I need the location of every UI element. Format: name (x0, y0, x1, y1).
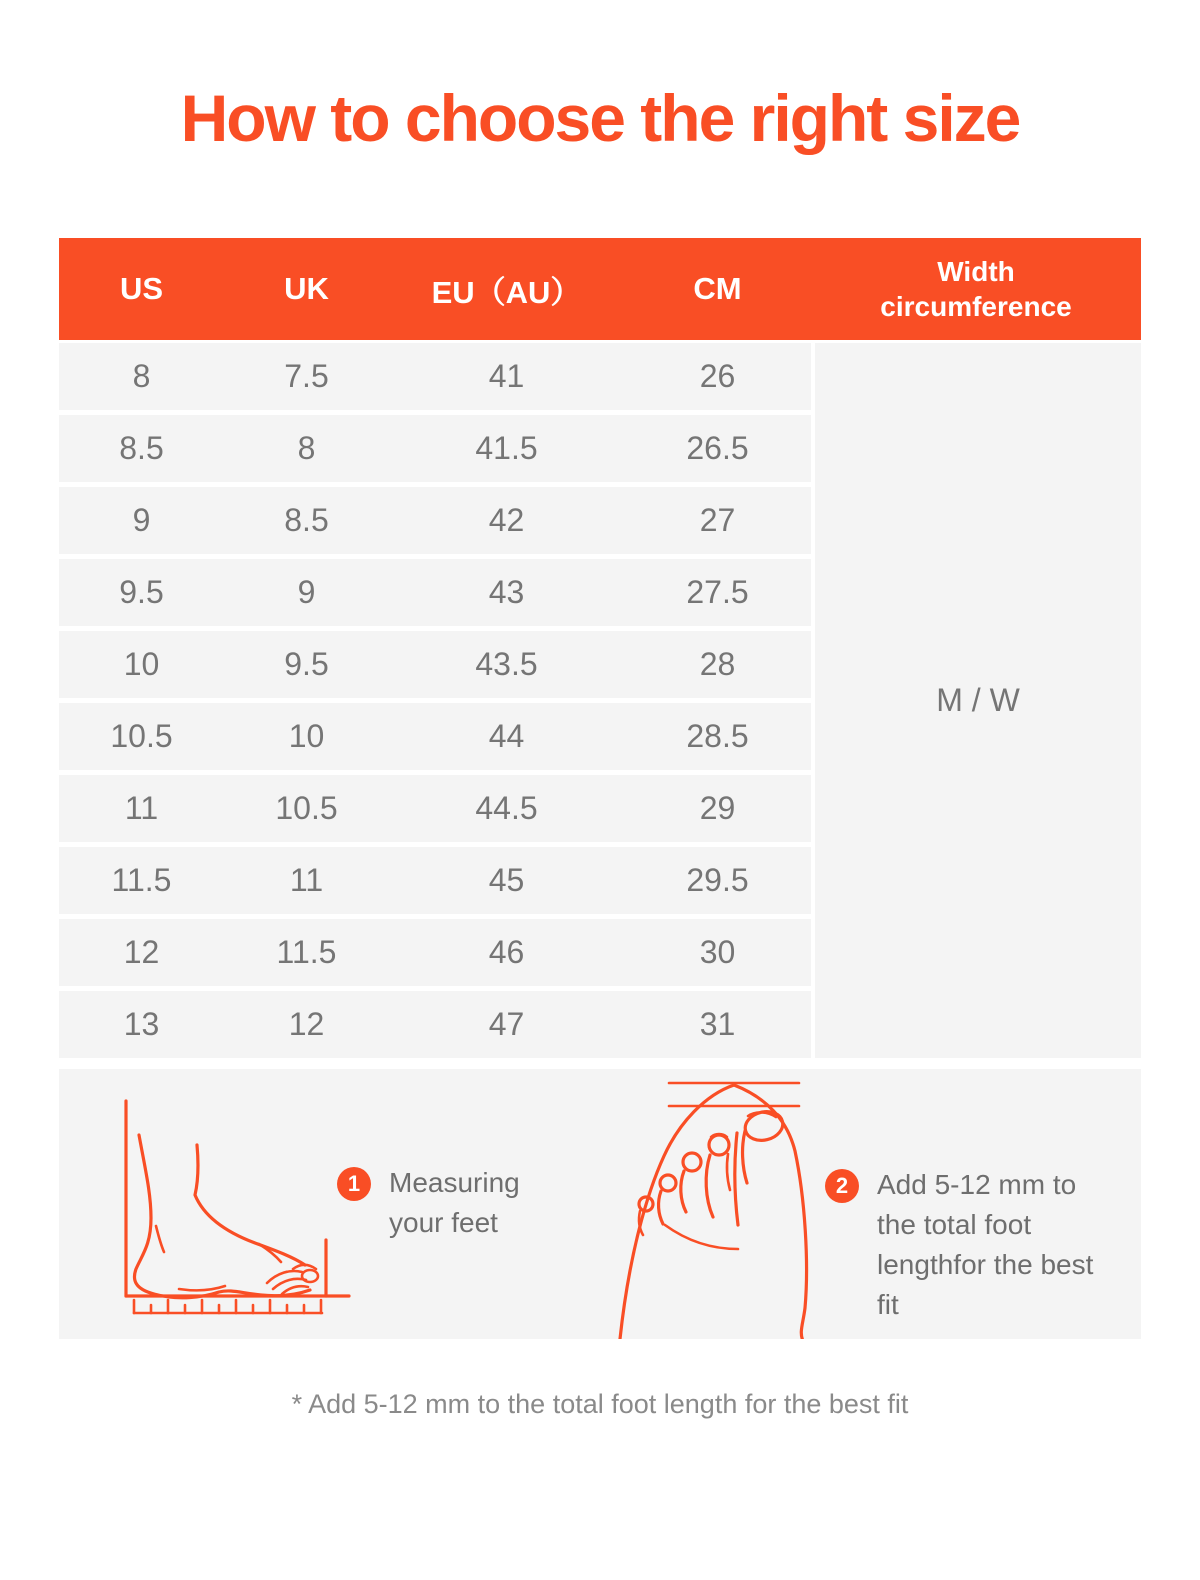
width-circumference-cell: M / W (815, 343, 1141, 1058)
column-header-eu-au: EU（AU） (431, 274, 582, 310)
cell-eu-au: 44.5 (475, 790, 538, 826)
step-2 (825, 1167, 1122, 1325)
cell-cm: 26 (699, 358, 736, 394)
cell-uk: 11.5 (276, 934, 337, 970)
table-row (59, 631, 811, 698)
cell-eu-au: 43.5 (475, 646, 538, 682)
cell-us: 12 (123, 934, 160, 970)
cell-uk: 10 (288, 718, 325, 754)
cell-eu-au: 42 (488, 502, 525, 538)
cell-uk: 8.5 (284, 502, 329, 538)
cell-eu-au: 41 (488, 358, 525, 394)
foot-side-measure-icon (109, 1083, 354, 1323)
cell-uk: 7.5 (284, 358, 329, 394)
table-row (59, 559, 811, 626)
column-header-uk: UK (284, 271, 329, 306)
cell-eu-au: 44 (488, 718, 525, 754)
cell-us: 8 (132, 358, 151, 394)
cell-uk: 10.5 (275, 790, 338, 826)
cell-eu-au: 45 (488, 862, 525, 898)
cell-eu-au: 43 (488, 574, 525, 610)
cell-us: 9.5 (119, 574, 164, 610)
cell-cm: 26.5 (686, 430, 749, 466)
table-row (59, 703, 811, 770)
step-2-badge: 2 (825, 1169, 859, 1203)
cell-cm: 27 (699, 502, 736, 538)
step-1-badge: 1 (337, 1167, 371, 1201)
cell-cm: 31 (699, 1006, 736, 1042)
column-header-cm: CM (693, 271, 742, 306)
measuring-guide-panel (59, 1069, 1141, 1339)
cell-cm: 28.5 (686, 718, 749, 754)
cell-cm: 29 (699, 790, 736, 826)
cell-cm: 30 (699, 934, 736, 970)
step-2-label: Add 5-12 mm to the total foot lengthfor the best fit (877, 1169, 1094, 1320)
table-row (59, 919, 811, 986)
footnote: * Add 5-12 mm to the total foot length for the best fit (291, 1389, 909, 1419)
cell-eu-au: 46 (488, 934, 525, 970)
table-row (59, 343, 811, 410)
foot-top-toes-icon (607, 1073, 812, 1339)
cell-us: 10 (123, 646, 160, 682)
size-guide-page (0, 80, 1200, 1580)
cell-us: 10.5 (110, 718, 173, 754)
cell-uk: 9 (297, 574, 316, 610)
cell-us: 9 (132, 502, 151, 538)
cell-cm: 29.5 (686, 862, 749, 898)
cell-uk: 11 (289, 862, 324, 898)
table-row (59, 847, 811, 914)
step-1-label: Measuring your feet (389, 1167, 520, 1238)
table-header-row (59, 238, 1141, 340)
cell-eu-au: 47 (488, 1006, 525, 1042)
cell-uk: 9.5 (284, 646, 329, 682)
step-1 (337, 1165, 559, 1243)
cell-cm: 27.5 (686, 574, 749, 610)
cell-uk: 12 (288, 1006, 325, 1042)
table-body (59, 343, 1141, 1058)
table-row (59, 775, 811, 842)
cell-us: 13 (123, 1006, 160, 1042)
table-body-rows (59, 343, 811, 1058)
cell-us: 11.5 (111, 862, 172, 898)
page-title: How to choose the right size (180, 81, 1020, 155)
table-row (59, 415, 811, 482)
cell-uk: 8 (297, 430, 316, 466)
cell-us: 8.5 (119, 430, 164, 466)
size-conversion-table (59, 238, 1141, 1058)
cell-cm: 28 (699, 646, 736, 682)
cell-eu-au: 41.5 (475, 430, 538, 466)
table-row (59, 991, 811, 1058)
table-row (59, 487, 811, 554)
column-header-width-circumference: Width circumference (880, 256, 1072, 322)
cell-us: 11 (124, 790, 159, 826)
column-header-us: US (119, 271, 164, 306)
